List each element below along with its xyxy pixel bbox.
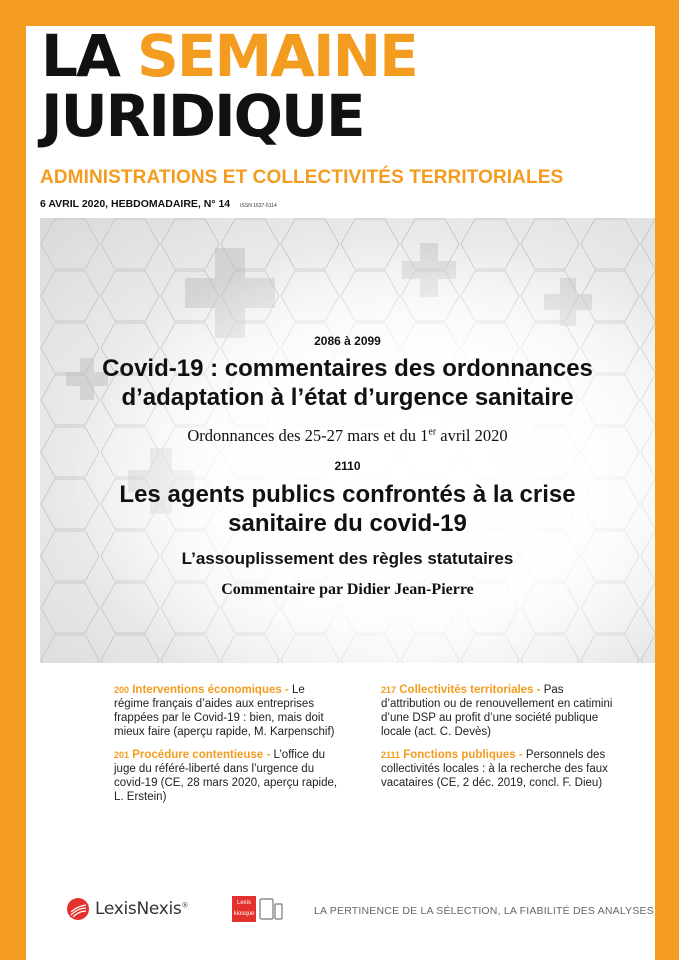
- kiosque-line1: Lexis: [236, 900, 251, 906]
- entry-text: L’office du juge du référé-liberté dans l’urgence du covid-19 (CE, 28 mars 2020, aperçu rapide, L. Erstein): [114, 749, 338, 803]
- lexisnexis-logo: [66, 897, 188, 921]
- contents-right-column: [381, 683, 621, 799]
- entry-number: 217: [381, 685, 397, 695]
- article2-title-line2: sanitaire du covid-19: [228, 510, 467, 537]
- kiosque-line2: kiosque: [233, 911, 255, 917]
- lexisnexis-logo-text: [95, 899, 188, 919]
- lexisnexis-emblem-icon: [66, 897, 90, 921]
- kiosque-box: [232, 896, 256, 922]
- article1-subtitle-a: Ordonnances des 25-27 mars et du 1: [187, 426, 429, 445]
- entry-title: Collectivités territoriales: [399, 684, 534, 696]
- entry-title: Procédure contentieuse: [132, 749, 264, 761]
- entry-separator: -: [533, 684, 544, 696]
- entry-number: 2111: [381, 750, 401, 760]
- entry-number: 200: [114, 685, 130, 695]
- entry-separator: -: [281, 684, 292, 696]
- contents-entry: [381, 683, 621, 739]
- entry-separator: -: [515, 749, 526, 761]
- entry-title: Interventions économiques: [132, 684, 282, 696]
- masthead: [41, 22, 417, 150]
- entry-number: 201: [114, 750, 130, 760]
- entry-separator: -: [263, 749, 274, 761]
- article1-subtitle-sup: er: [428, 426, 437, 438]
- issue-date: 6 AVRIL 2020, HEBDOMADAIRE, N° 14: [40, 198, 231, 210]
- article1-title-line2: d’adaptation à l’état d’urgence sanitaire: [121, 384, 574, 411]
- article2-title: [40, 480, 655, 538]
- entry-text: Le régime français d’aides aux entreprises frappées par le Covid-19 : bien, mais doit mieux faire (aperçu rapide, M. Karpenschif): [114, 684, 335, 738]
- masthead-semaine: SEMAINE: [137, 22, 417, 90]
- tagline: LA PERTINENCE DE LA SÉLECTION, LA FIABILITÉ DES ANALYSES: [314, 905, 654, 917]
- article2-subtitle: L’assouplissement des règles statutaires: [181, 549, 514, 568]
- masthead-la: LA: [41, 22, 138, 90]
- article2-title-line1: Les agents publics confrontés à la crise: [119, 481, 576, 508]
- article2-byline: Commentaire par Didier Jean-Pierre: [221, 581, 474, 598]
- lexis-kiosque-badge: [232, 896, 282, 922]
- article1-number: 2086 à 2099: [314, 334, 381, 348]
- contents-entry: [114, 683, 339, 739]
- article1-subtitle-b: avril 2020: [436, 426, 508, 445]
- contents-left-column: [114, 683, 339, 813]
- logo-registered: ®: [181, 901, 189, 910]
- contents-entry: [114, 748, 339, 804]
- masthead-line2: JURIDIQUE: [41, 82, 364, 150]
- masthead-line1: [41, 22, 417, 90]
- contents-entry: [381, 748, 621, 790]
- article1-subtitle: [40, 426, 655, 446]
- entry-text: Personnels des collectivités locales : à la recherche des faux vacataires (CE, 2 déc. 2019, concl. F. Dieu): [381, 749, 608, 789]
- logo-text: LexisNexis: [95, 899, 182, 919]
- cover-banner: [40, 218, 655, 663]
- devices-icon: [259, 898, 283, 922]
- issue-line: [40, 198, 277, 210]
- publication-subtitle: ADMINISTRATIONS ET COLLECTIVITÉS TERRITORIALES: [40, 167, 564, 188]
- article2-number: 2110: [334, 459, 361, 473]
- issn: ISSN 1637-5114: [240, 203, 277, 209]
- article1-title-line1: Covid-19 : commentaires des ordonnances: [102, 355, 593, 382]
- entry-text: Pas d’attribution ou de renouvellement en catimini d’une DSP au profit d’une société publique locale (act. C. Devès): [381, 684, 613, 738]
- entry-title: Fonctions publiques: [403, 749, 516, 761]
- article1-title: [40, 354, 655, 412]
